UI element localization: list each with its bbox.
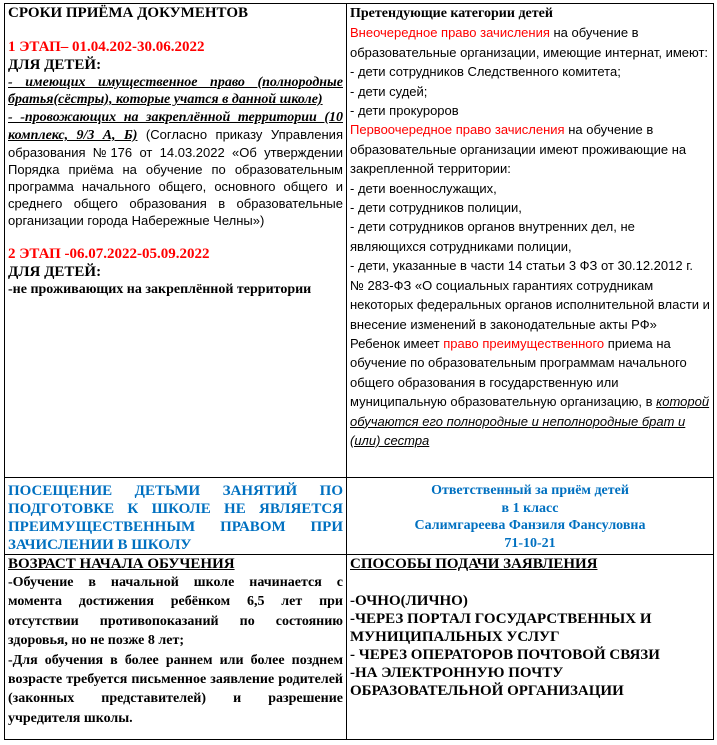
responsible-line1: Ответственный за приём детей [431, 483, 629, 498]
order-reference: (Согласно приказу Управления образования №176 от 14.03.2022 «Об утверждении Порядка приёма на обучение по образовательным программа начального общего, основного общего и среднего общего образования в образовательные организации города Набережные Челны») [8, 127, 343, 228]
deadline-item-nonresident: -не проживающих на закреплённой территории [8, 282, 312, 297]
info-table [4, 3, 714, 740]
age-cell [5, 555, 347, 740]
list-item: - ЧЕРЕЗ ОПЕРАТОРОВ ПОЧТОВОЙ СВЯЗИ [350, 647, 660, 663]
methods-title: СПОСОБЫ ПОДАЧИ ЗАЯВЛЕНИЯ [350, 556, 598, 572]
first-right-paragraph [350, 120, 710, 178]
responsible-line2: в 1 класс [501, 500, 559, 516]
stage2-heading: 2 ЭТАП -06.07.2022-05.09.2022 [8, 246, 210, 262]
list-item: - дети прокуроров [350, 103, 459, 119]
preferential-right-text: приема на обучение по образовательным программам начального общего образования в государственную или муниципальную образовательную организацию, в [350, 335, 687, 410]
list-item: - дети судей; [350, 83, 428, 99]
age-paragraph-1: -Обучение в начальной школе начинается с момента достижения ребёнком 6,5 лет при отсутствии противопоказаний по состоянию здоровья, но не позже 8 лет; [8, 575, 343, 649]
list-item: - дети, указанные в части 14 статьи 3 ФЗ от 30.12.2012 г. № 283-ФЗ «О социальных гарантиях сотрудникам некоторых федеральных органов исполнительной власти и внесение изменений в законодательные акты РФ» [350, 258, 710, 332]
categories-title: Претендующие категории детей [350, 6, 553, 21]
deadline-item-territory [8, 108, 343, 229]
table-row [5, 4, 714, 478]
deadlines-cell [5, 4, 347, 478]
extra-right-paragraph [350, 23, 710, 62]
preferential-pre: Ребенок имеет [350, 335, 444, 351]
table-row [5, 555, 714, 740]
responsible-name: Салимгареева Фанзиля Фансуловна [414, 518, 646, 533]
list-item: - дети сотрудников полиции, [350, 200, 522, 216]
territory-label: - -провожающих на закреплённой территории (10 комплекс, 9/3 А, Б) [8, 110, 343, 143]
list-item: -НА ЭЛЕКТРОННУЮ ПОЧТУ ОБРАЗОВАТЕЛЬНОЙ ОРГАНИЗАЦИИ [350, 665, 624, 699]
list-item: - дети сотрудников Следственного комитета; [350, 64, 621, 80]
extra-right-text: на обучение в образовательные организации, имеющие интернат, имеют: [350, 25, 709, 60]
for-children-label: ДЛЯ ДЕТЕЙ: [8, 57, 102, 73]
for-children-label-2: ДЛЯ ДЕТЕЙ: [8, 264, 102, 280]
categories-cell [347, 4, 714, 478]
first-right-label: Первоочередное право зачисления [350, 122, 565, 138]
list-item: -ОЧНО(ЛИЧНО) [350, 593, 468, 609]
responsible-phone: 71-10-21 [504, 535, 556, 551]
responsible-block [350, 478, 710, 552]
list-item: -ЧЕРЕЗ ПОРТАЛ ГОСУДАРСТВЕННЫХ И МУНИЦИПАЛЬНЫХ УСЛУГ [350, 611, 652, 645]
list-item: - дети сотрудников органов внутренних дел, не являющихся сотрудниками полиции, [350, 219, 635, 254]
preferential-right-paragraph [350, 334, 710, 450]
methods-cell [347, 555, 714, 740]
categories-text [350, 4, 710, 450]
deadlines-title: СРОКИ ПРИЁМА ДОКУМЕНТОВ [8, 5, 248, 21]
extra-right-label: Внеочередное право зачисления [350, 25, 550, 41]
stage1-heading: 1 ЭТАП– 01.04.202-30.06.2022 [8, 39, 205, 55]
age-title: ВОЗРАСТ НАЧАЛА ОБУЧЕНИЯ [8, 556, 235, 572]
first-right-text: на обучение в образовательные организации имеют проживающие на закрепленной территории: [350, 122, 687, 177]
preparation-notice: ПОСЕЩЕНИЕ ДЕТЬМИ ЗАНЯТИЙ ПО ПОДГОТОВКЕ К ШКОЛЕ НЕ ЯВЛЯЕТСЯ ПРЕИМУЩЕСТВЕННЫМ ПРАВОМ ПРИ ЗАЧИСЛЕНИИ В ШКОЛУ [8, 483, 343, 553]
notice-cell [5, 478, 347, 555]
deadline-item-property-right: - имеющих имущественное право (полнородные братья(сёстры), которые учатся в данной школе) [8, 75, 343, 107]
responsible-cell [347, 478, 714, 555]
preferential-right-label: право преимущественного [443, 335, 605, 351]
table-row [5, 478, 714, 555]
list-item: - дети военнослужащих, [350, 180, 497, 196]
age-paragraph-2: -Для обучения в более раннем или более позднем возрасте требуется письменное заявление родителей (законных представителей) и разрешение учредителя школы. [8, 652, 343, 726]
preferential-right-tail: которой обучаются его полнородные и неполнородные брат и (или) сестра [350, 394, 710, 448]
